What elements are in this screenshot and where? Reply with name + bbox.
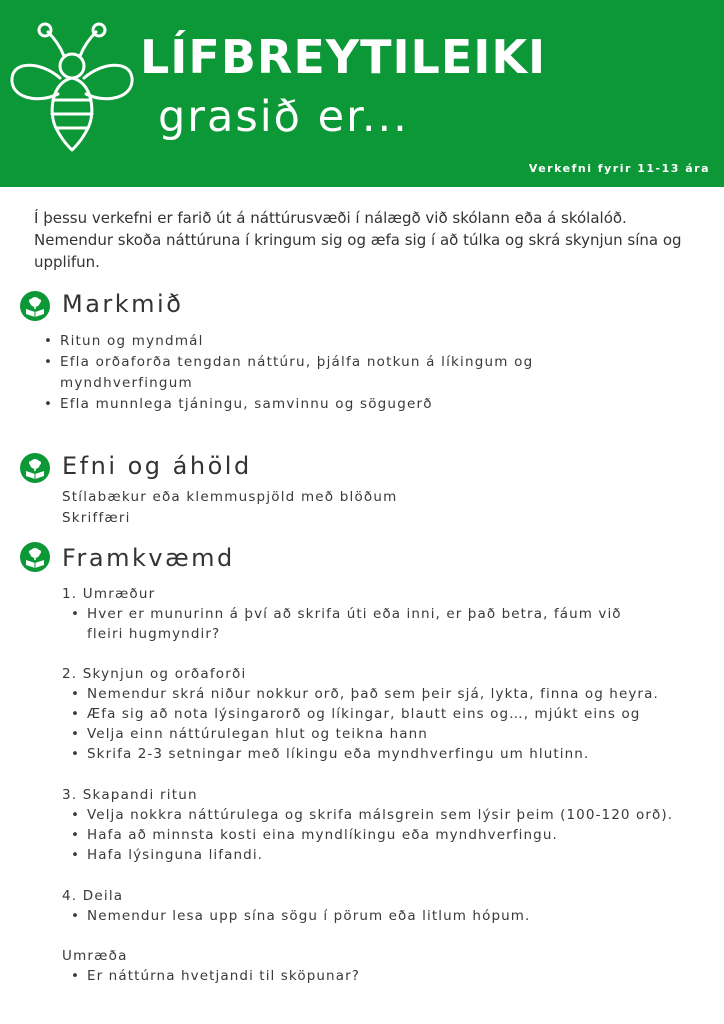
step-title: 4. Deila (62, 888, 124, 904)
efni-line: Skriffæri (62, 510, 131, 526)
list-item: • Ritun og myndmál (44, 331, 560, 352)
list-item: • Æfa sig að nota lýsingarorð og líkingar, blautt eins og…, mjúkt eins og (62, 704, 702, 724)
list-item: • Skrifa 2-3 setningar með líkingu eða myndhverfingu um hlutinn. (62, 744, 702, 764)
markmid-list (44, 331, 560, 415)
bee-logo-icon (8, 22, 136, 152)
list-item: • Velja einn náttúrulegan hlut og teikna hann (62, 724, 702, 744)
list-item: • Efla orðaforða tengdan náttúru, þjálfa notkun á líkingum og myndhverfingum (44, 352, 560, 394)
step-title: 2. Skynjun og orðaforði (62, 666, 247, 682)
age-note: Verkefni fyrir 11-13 ára (528, 162, 710, 175)
book-tree-icon (19, 290, 51, 322)
step-deila (62, 886, 702, 926)
header-banner (0, 0, 724, 187)
list-item: • Nemendur skrá niður nokkur orð, það sem þeir sjá, lykta, finna og heyra. (62, 684, 702, 704)
section-title-markmid: Markmið (62, 290, 184, 318)
list-item: • Er náttúrna hvetjandi til sköpunar? (62, 966, 702, 986)
page-title: LÍFBREYTILEIKI (140, 30, 547, 84)
step-umraeda (62, 946, 702, 986)
intro-paragraph: Í þessu verkefni er farið út á náttúrusvæði í nálægð við skólann eða á skólalóð. Nemendur skoða náttúruna í kringum sig og æfa sig í að túlka og skrá skynjun sína og upplifun. (34, 209, 682, 271)
list-item: • Velja nokkra náttúrulega og skrifa málsgrein sem lýsir þeim (100-120 orð). (62, 805, 702, 825)
efni-line: Stílabækur eða klemmuspjöld með blöðum (62, 489, 398, 505)
list-item: • Nemendur lesa upp sína sögu í pörum eða litlum hópum. (62, 906, 702, 926)
list-item: • Hafa lýsinguna lifandi. (62, 845, 702, 865)
list-item: • Hver er munurinn á því að skrifa úti eða inni, er það betra, fáum við fleiri hugmyndir? (62, 604, 647, 644)
page-subtitle: grasið er... (158, 92, 409, 142)
step-skynjun (62, 664, 702, 764)
step-title: 3. Skapandi ritun (62, 787, 198, 803)
list-item: • Efla munnlega tjáningu, samvinnu og sögugerð (44, 394, 560, 415)
book-tree-icon (19, 452, 51, 484)
step-umraedur (62, 584, 702, 644)
section-title-framkvaemd: Framkvæmd (62, 544, 235, 572)
book-tree-icon (19, 541, 51, 573)
step-skapandi-ritun (62, 785, 702, 865)
step-title: 1. Umræður (62, 586, 156, 602)
list-item: • Hafa að minnsta kosti eina myndlíkingu eða myndhverfingu. (62, 825, 702, 845)
step-title: Umræða (62, 948, 128, 964)
section-title-efni: Efni og áhöld (62, 452, 252, 480)
